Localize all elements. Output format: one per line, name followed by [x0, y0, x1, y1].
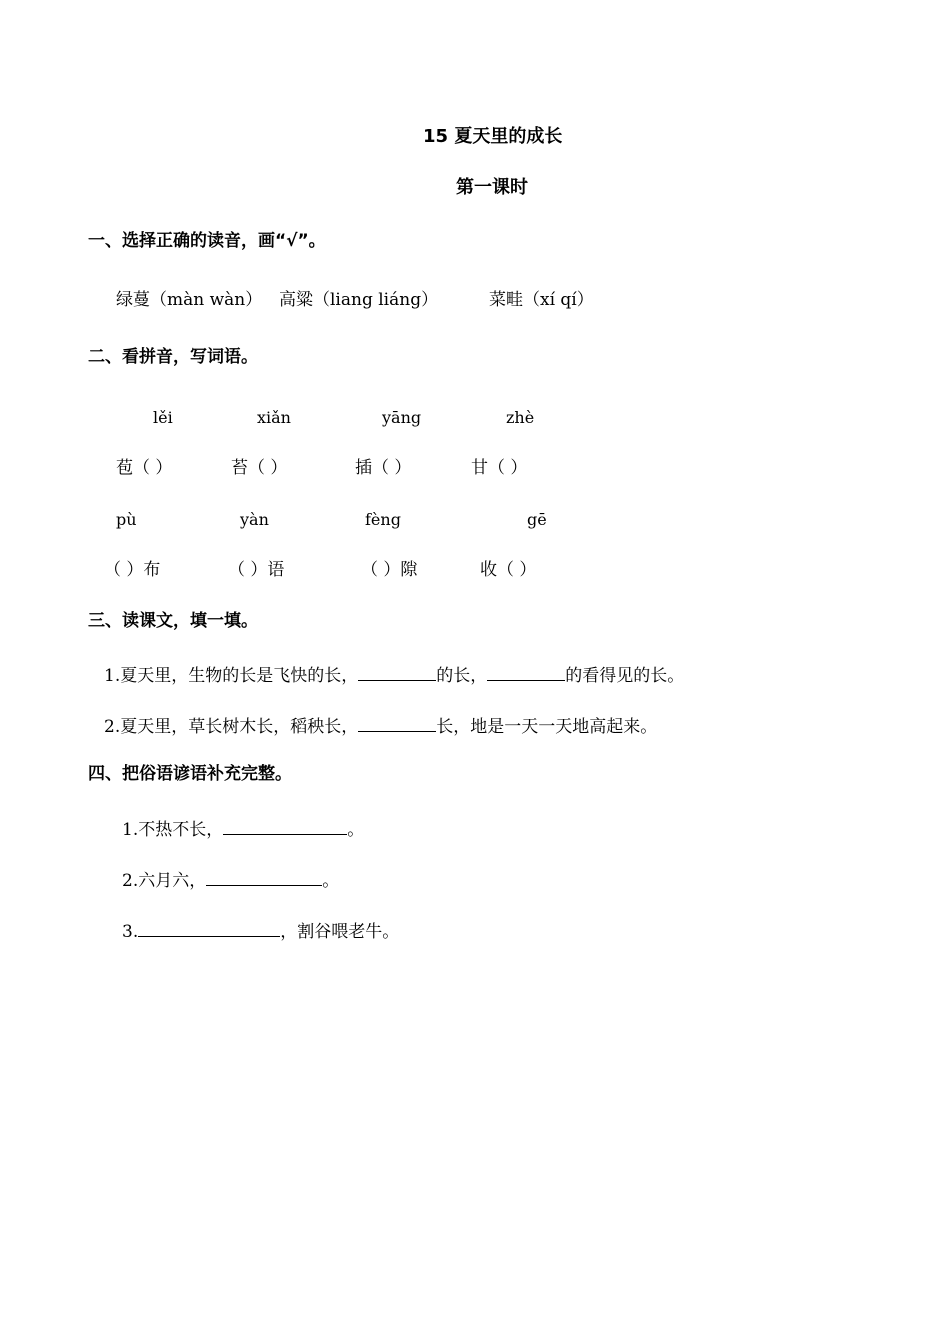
- q1-text-part1: 1.夏天里，生物的长是飞快的长，: [104, 666, 359, 686]
- section1-heading: 一、选择正确的读音，画“√”。: [88, 231, 326, 251]
- q1-text-part2: 的长，: [436, 666, 488, 686]
- section1-item-1: 绿蔓（màn wàn）: [116, 290, 263, 310]
- word-fengxi: （ ）隙: [361, 560, 418, 580]
- section4-question-2: [122, 869, 339, 890]
- section2-heading: 二、看拼音，写词语。: [88, 347, 258, 367]
- q2-blank-1[interactable]: [358, 715, 436, 732]
- word-tai: 苔（ ）: [231, 458, 288, 478]
- pinyin-lei: lěi: [153, 408, 173, 427]
- q2-text-part1: 2.夏天里，草长树木长，稻秧长，: [104, 717, 359, 737]
- page-subtitle: 第一课时: [456, 177, 528, 198]
- section1-item-2: 高粱（liang liáng）: [279, 290, 439, 310]
- pinyin-xian: xiǎn: [257, 408, 291, 427]
- q1-blank-1[interactable]: [358, 664, 436, 681]
- section4-question-3: [122, 920, 399, 941]
- s4q1-text-part2: 。: [347, 820, 365, 840]
- pinyin-yang: yāng: [382, 408, 422, 427]
- word-bao: 苞（ ）: [116, 458, 173, 478]
- section1-item-3: 菜畦（xí qí）: [489, 290, 594, 310]
- s4q2-text-part1: 2.六月六，: [122, 871, 207, 891]
- s4q1-text-part1: 1.不热不长，: [122, 820, 224, 840]
- q1-text-part3: 的看得见的长。: [565, 666, 685, 686]
- section4-question-1: [122, 818, 364, 839]
- section3-question-1: [104, 664, 684, 685]
- s4q2-text-part2: 。: [322, 871, 340, 891]
- pinyin-yan: yàn: [240, 510, 269, 529]
- q1-blank-2[interactable]: [487, 664, 565, 681]
- word-yanyu: （ ）语: [228, 560, 285, 580]
- word-pubu: （ ）布: [104, 560, 161, 580]
- pinyin-zhe: zhè: [506, 408, 535, 427]
- section3-heading: 三、读课文，填一填。: [88, 611, 258, 631]
- s4q3-blank[interactable]: [138, 920, 280, 937]
- section3-question-2: [104, 715, 657, 736]
- s4q3-text-part1: 3.: [122, 922, 139, 942]
- s4q2-blank[interactable]: [206, 869, 322, 886]
- word-shouge: 收（ ）: [480, 560, 537, 580]
- pinyin-feng: fèng: [365, 510, 401, 529]
- page-title: 15 夏天里的成长: [423, 126, 563, 147]
- s4q3-text-part2: ，割谷喂老牛。: [280, 922, 400, 942]
- word-gan: 甘（ ）: [471, 458, 528, 478]
- word-cha: 插（ ）: [355, 458, 412, 478]
- section4-heading: 四、把俗语谚语补充完整。: [88, 764, 292, 784]
- pinyin-ge: gē: [527, 510, 547, 529]
- s4q1-blank[interactable]: [223, 818, 347, 835]
- pinyin-pu: pù: [116, 510, 137, 529]
- q2-text-part2: 长，地是一天一天地高起来。: [436, 717, 658, 737]
